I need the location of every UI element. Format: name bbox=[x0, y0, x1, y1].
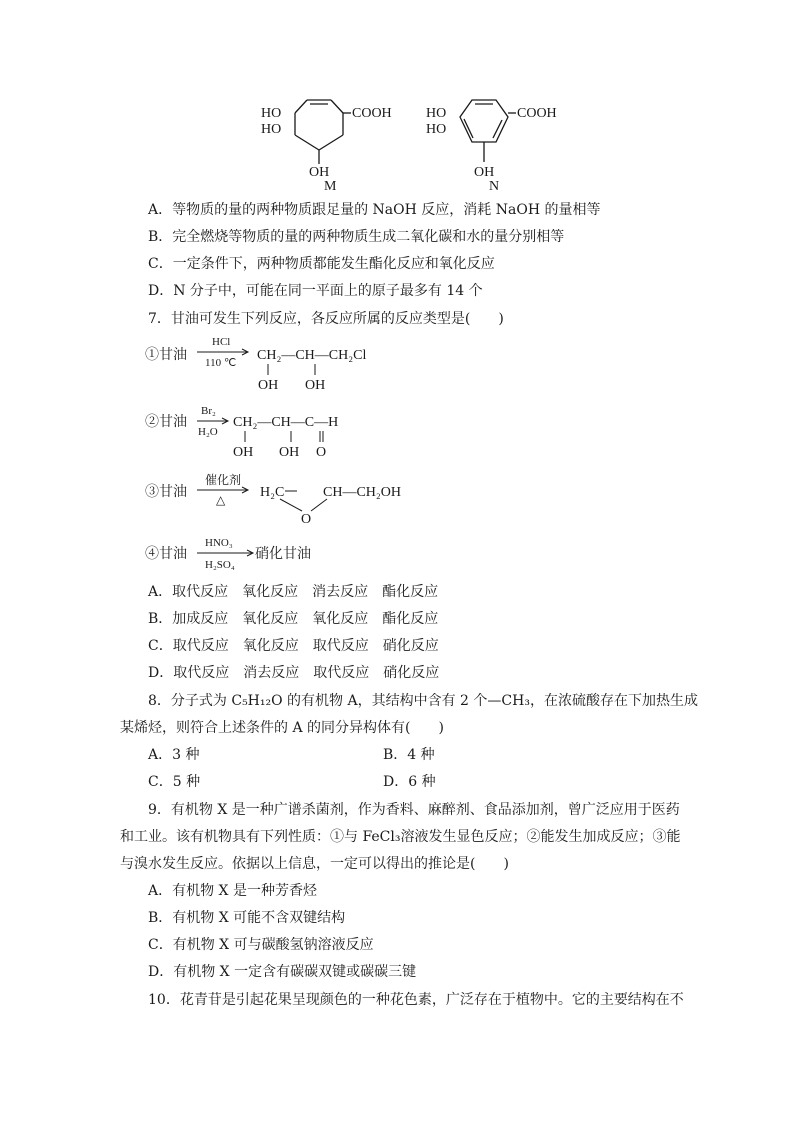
r1-reagent: HCl bbox=[212, 336, 231, 348]
n-ho-2: HO bbox=[426, 122, 447, 137]
q7-option-c: C．取代反应 氧化反应 取代反应 硝化反应 bbox=[148, 638, 439, 654]
q9-option-b: B．有机物 X 可能不含双键结构 bbox=[148, 910, 346, 926]
r4-label: ④甘油 bbox=[145, 547, 187, 562]
q6-option-d: D．N 分子中，可能在同一平面上的原子最多有 14 个 bbox=[148, 283, 483, 299]
q8-option-d: D．6 种 bbox=[383, 774, 436, 790]
q9-option-a: A．有机物 X 是一种芳香烃 bbox=[148, 883, 317, 899]
n-ho-1: HO bbox=[426, 106, 447, 121]
q8-stem-line-2: 某烯烃，则符合上述条件的 A 的同分异构体有( ) bbox=[120, 720, 444, 736]
r3-catalyst: 催化剂 bbox=[205, 473, 242, 487]
q6-option-b: B．完全燃烧等物质的量的两种物质生成二氧化碳和水的量分别相等 bbox=[148, 229, 565, 245]
r2-o: O bbox=[316, 445, 327, 460]
r2-label: ②甘油 bbox=[145, 415, 187, 430]
q8-option-b: B．4 种 bbox=[383, 747, 435, 763]
q9-stem-line-3: 与溴水发生反应。依据以上信息，一定可以得出的推论是( ) bbox=[120, 856, 509, 872]
structure-m bbox=[255, 92, 405, 192]
q8-option-c: C．5 种 bbox=[148, 774, 201, 790]
q6-option-a: A．等物质的量的两种物质跟足量的 NaOH 反应，消耗 NaOH 的量相等 bbox=[148, 202, 601, 218]
q10-stem-line-1: 10．花青苷是引起花果呈现颜色的一种花色素，广泛存在于植物中。它的主要结构在不 bbox=[148, 992, 684, 1008]
r3-o: O bbox=[301, 512, 312, 527]
r2-reagent: Br₂ bbox=[201, 405, 216, 417]
q8-stem-line-1: 8．分子式为 C₅H₁₂O 的有机物 A，其结构中含有 2 个—CH₃，在浓硫酸存在下加热生成 bbox=[148, 693, 698, 709]
r2-oh-1: OH bbox=[233, 445, 254, 460]
r3-label: ③甘油 bbox=[145, 485, 187, 500]
r4-reagent: HNO₃ bbox=[205, 537, 233, 549]
q9-option-d: D．有机物 X 一定含有碳碳双键或碳碳三键 bbox=[148, 964, 417, 980]
r4-condition: H₂SO₄ bbox=[205, 559, 235, 571]
r4-product: 硝化甘油 bbox=[255, 547, 311, 562]
q7-reaction-4 bbox=[145, 534, 445, 578]
r3-product-left: H₂C bbox=[260, 485, 285, 500]
q9-stem-line-2: 和工业。该有机物具有下列性质：①与 FeCl₃溶液发生显色反应；②能发生加成反应；③能 bbox=[120, 829, 681, 845]
r2-product: CH₂—CH—C—H bbox=[233, 415, 339, 430]
n-cooh: COOH bbox=[517, 106, 557, 121]
r1-oh-2: OH bbox=[305, 378, 326, 393]
m-cooh: COOH bbox=[352, 106, 392, 121]
m-label: M bbox=[324, 179, 337, 192]
r1-product: CH₂—CH—CH₂Cl bbox=[257, 348, 367, 363]
r3-heat: △ bbox=[216, 493, 226, 507]
r2-oh-2: OH bbox=[279, 445, 300, 460]
r2-condition: H₂O bbox=[198, 426, 218, 438]
q7-reaction-2 bbox=[145, 400, 445, 462]
r3-product-right: CH—CH₂OH bbox=[323, 485, 401, 500]
q9-stem-line-1: 9．有机物 X 是一种广谱杀菌剂，作为香料、麻醉剂、食品添加剂，曾广泛应用于医药 bbox=[148, 802, 680, 818]
q7-option-a: A．取代反应 氧化反应 消去反应 酯化反应 bbox=[148, 584, 439, 600]
q9-option-c: C．有机物 X 可与碳酸氢钠溶液反应 bbox=[148, 937, 374, 953]
r1-oh-1: OH bbox=[258, 378, 279, 393]
n-label: N bbox=[489, 179, 500, 192]
q7-reaction-3 bbox=[145, 468, 445, 530]
q7-stem: 7．甘油可发生下列反应，各反应所属的反应类型是( ) bbox=[148, 311, 504, 327]
structure-n bbox=[420, 92, 570, 192]
q8-option-a: A．3 种 bbox=[148, 747, 200, 763]
q7-reaction-1 bbox=[145, 333, 445, 395]
q7-option-b: B．加成反应 氧化反应 氧化反应 酯化反应 bbox=[148, 611, 439, 627]
m-ho-1: HO bbox=[261, 106, 282, 121]
q6-option-c: C．一定条件下，两种物质都能发生酯化反应和氧化反应 bbox=[148, 256, 495, 272]
m-ho-2: HO bbox=[261, 122, 282, 137]
m-oh: OH bbox=[309, 165, 330, 180]
r1-label: ①甘油 bbox=[145, 348, 187, 363]
q7-option-d: D．取代反应 消去反应 取代反应 硝化反应 bbox=[148, 665, 440, 681]
r1-condition: 110 ℃ bbox=[205, 357, 237, 369]
n-oh: OH bbox=[474, 165, 495, 180]
